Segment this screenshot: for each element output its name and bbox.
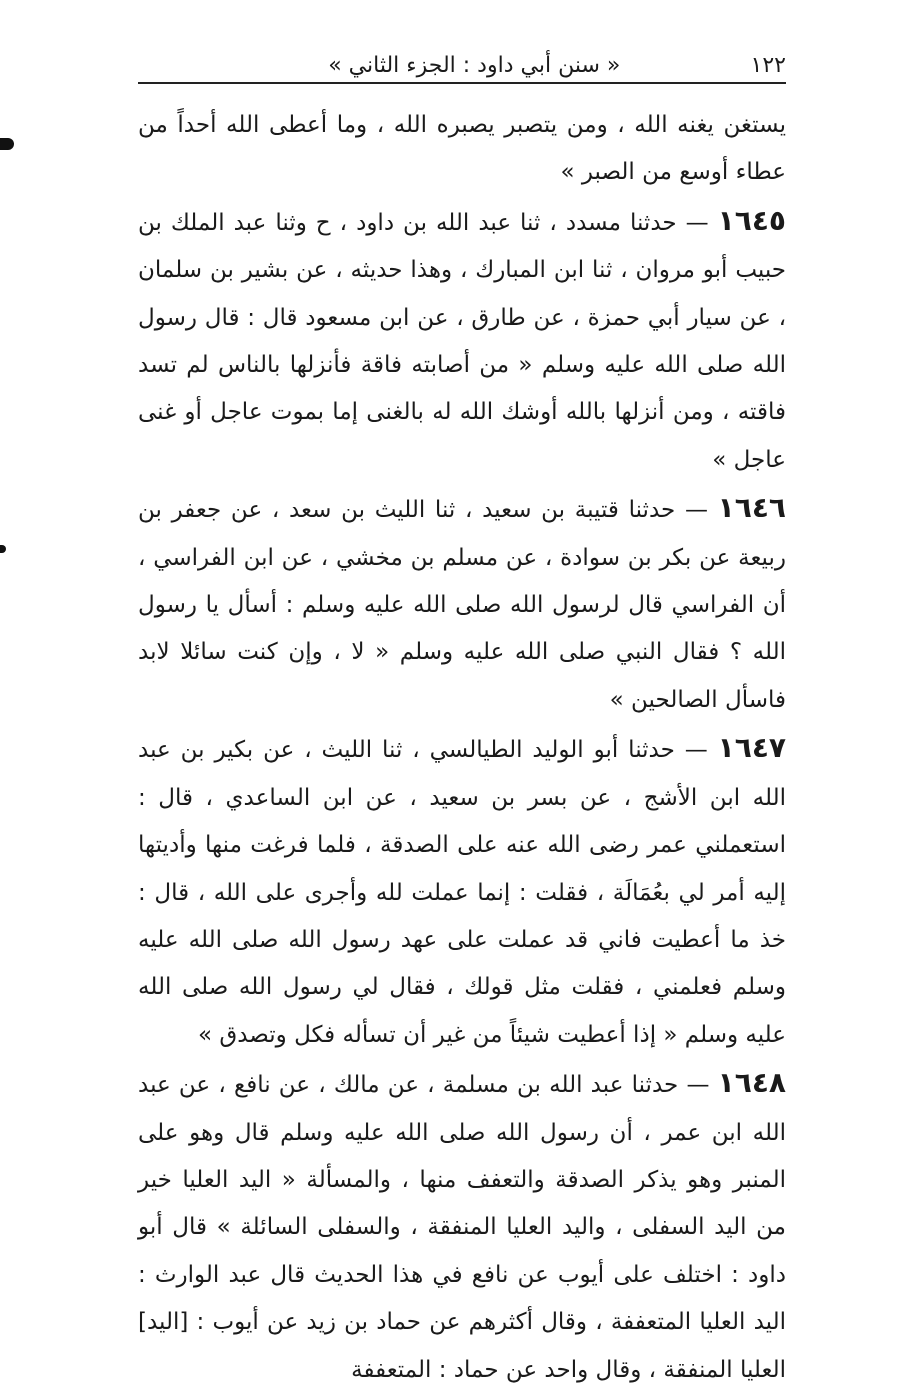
hadith-1645 — [138, 197, 786, 484]
hadith-number: ١٦٤٧ — [717, 731, 786, 765]
body-text — [138, 102, 786, 1394]
margin-mark — [0, 545, 6, 553]
hadith-number: ١٦٤٨ — [717, 1066, 786, 1100]
paragraph-text: حدثنا قتيبة بن سعيد ، ثنا الليث بن سعد ، عن جعفر بن ربيعة عن بكر بن سوادة ، عن مسلم بن مخشي ، عن ابن الفراسي ، أن الفراسي قال لرسول الله صلى الله عليه وسلم : أسأل يا رسول الله ؟ فقال النبي صلى الله عليه وسلم « لا ، وإن كنت سائلا لابد فاسأل الصالحين » — [138, 497, 786, 713]
paragraph-text: حدثنا أبو الوليد الطيالسي ، ثنا الليث ، عن بكير بن عبد الله ابن الأشج ، عن بسر بن سعيد ، عن ابن الساعدي ، قال : استعملني عمر رضى الله عنه على الصدقة ، فلما فرغت منها وأديتها إليه أمر لي بعُمَالَة ، فقلت : إنما عملت لله وأجرى على الله ، قال : خذ ما أعطيت فاني قد عملت على عهد رسول الله صلى الله عليه وسلم فعلمني ، فقلت مثل قولك ، فقال لي رسول الله صلى الله عليه وسلم « إذا أعطيت شيئاً من غير أن تسأله فكل وتصدق » — [138, 737, 786, 1048]
running-title: « سنن أبي داود : الجزء الثاني » — [328, 53, 621, 78]
hadith-1648 — [138, 1059, 786, 1394]
hadith-dash: — — [676, 209, 718, 236]
paragraph-text: حدثنا عبد الله بن مسلمة ، عن مالك ، عن نافع ، عن عبد الله ابن عمر ، أن رسول الله صلى الله عليه وسلم قال وهو على المنبر وهو يذكر الصدقة والتعفف منها ، والمسألة « اليد العليا خير من اليد السفلى ، واليد العليا المنفقة ، والسفلى السائلة » قال أبو داود : اختلف على أيوب عن نافع في هذا الحديث قال عبد الوارث : اليد العليا المتعففة ، وقال أكثرهم عن حماد بن زيد عن أيوب : [اليد] العليا المنفقة ، وقال واحد عن حماد : المتعففة — [138, 1072, 786, 1383]
paragraph-continuation — [138, 102, 786, 197]
hadith-dash: — — [678, 1072, 718, 1099]
hadith-dash: — — [674, 737, 718, 764]
hadith-number: ١٦٤٥ — [717, 203, 786, 237]
margin-mark — [0, 138, 14, 150]
document-page — [138, 38, 786, 1394]
page-number: ١٢٢ — [750, 53, 786, 78]
paragraph-text: حدثنا مسدد ، ثنا عبد الله بن داود ، ح وثنا عبد الملك بن حبيب أبو مروان ، ثنا ابن المبارك ، وهذا حديثه ، عن بشير بن سلمان ، عن سيار أبي حمزة ، عن طارق ، عن ابن مسعود قال : قال رسول الله صلى الله عليه وسلم « من أصابته فاقة فأنزلها بالناس لم تسد فاقته ، ومن أنزلها بالله أوشك الله له بالغنى إما بموت عاجل أو غنى عاجل » — [138, 209, 786, 473]
paragraph-text: يستغن يغنه الله ، ومن يتصبر يصبره الله ، وما أعطى الله أحداً من عطاء أوسع من الصبر » — [138, 112, 786, 186]
hadith-1647 — [138, 724, 786, 1059]
hadith-1646 — [138, 484, 786, 724]
header-rule — [138, 82, 786, 84]
page-header — [138, 38, 786, 78]
hadith-number: ١٦٤٦ — [717, 491, 786, 525]
hadith-dash: — — [675, 497, 718, 524]
